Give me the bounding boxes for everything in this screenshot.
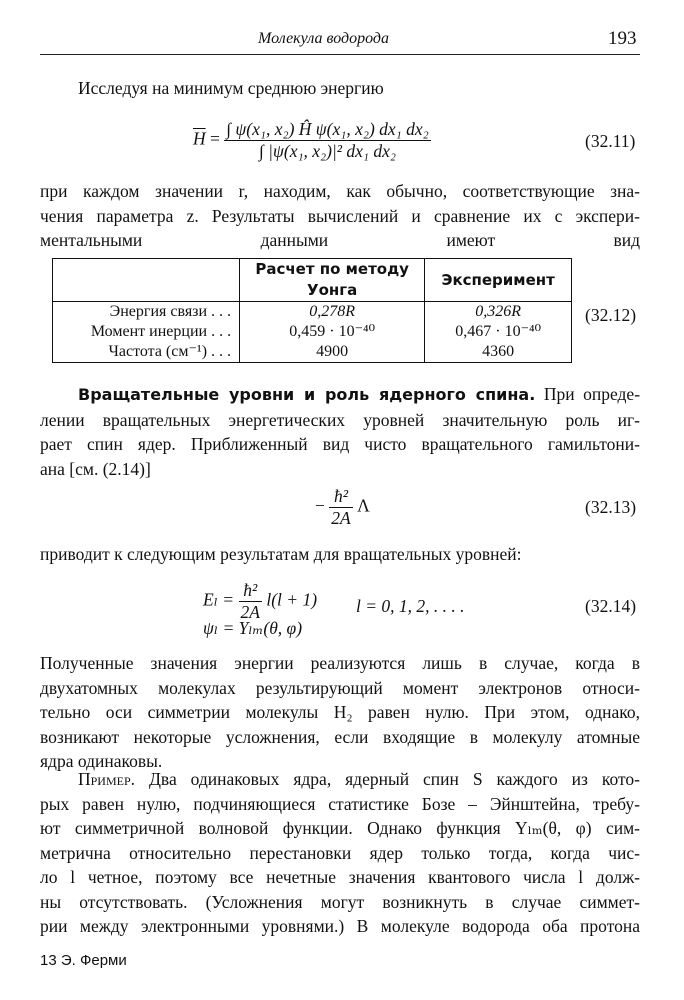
eq-number-32-14: (32.14)	[585, 596, 637, 616]
para-3	[40, 651, 640, 774]
para-line: метрична относительно перестановки ядер только тогда, когда чис-	[40, 842, 640, 863]
eq-fraction	[224, 119, 430, 162]
para-line: при каждом значении r, находим, как обычно, соответствующие зна-	[40, 181, 640, 201]
para-line: ментальными данными имеют вид	[40, 230, 640, 250]
eq-denominator: ∫ |ψ(x₁, x₂)|² dx₁ dx₂	[259, 141, 396, 161]
cell-exp: 0,326R	[425, 302, 572, 323]
para-line: Пример. Два одинаковых ядра, ядерный спин S каждого из кото-	[78, 769, 640, 789]
para-line: рых равен нулю, подчиняющиеся статистике Бозе – Эйнштейна, требу-	[40, 793, 640, 814]
equation-32-14-line-1: Eₗ = $\frac{\text{ħ²}}{2A}$ l(l + 1)	[203, 580, 318, 622]
para-line: лении вращательных энергетических уровней значительную роль иг-	[40, 409, 640, 430]
row-label: Частота (см⁻¹) . . .	[53, 342, 240, 363]
eq-number-32-13: (32.13)	[585, 497, 637, 517]
running-header-title: Молекула водорода	[258, 30, 390, 47]
eq-numerator: ∫ ψ(x₁, x₂) Ĥ ψ(x₁, x₂) dx₁ dx₂	[226, 119, 429, 139]
table-header-exp: Эксперимент	[425, 259, 572, 302]
para-line: рии между электронными уровнями.) В молекуле водорода оба протона	[40, 916, 640, 936]
example-label: Пример.	[78, 769, 136, 789]
para-line: ло l четное, поэтому все нечетные значения квантового числа l долж-	[40, 867, 640, 887]
cell-calc: 0,459 · 10⁻⁴⁰	[240, 322, 425, 342]
para-line: чения параметра z. Результаты вычислений и сравнение их с экспери-	[40, 205, 640, 226]
cell-calc: 0,278R	[240, 302, 425, 323]
results-table	[52, 258, 572, 363]
para-line: ядра одинаковы.	[40, 751, 163, 771]
header-rule	[40, 54, 640, 55]
table-row	[53, 342, 572, 363]
eq-number-32-11: (32.11)	[585, 131, 636, 151]
para-line: ана [см. (2.14)]	[40, 458, 151, 479]
page-number: 193	[608, 28, 637, 49]
cell-exp: 0,467 · 10⁻⁴⁰	[425, 322, 572, 342]
para-line: ют симметричной волновой функции. Однако функция Yₗₘ(θ, φ) сим-	[40, 818, 640, 838]
row-label: Момент инерции . . .	[53, 322, 240, 342]
table-row	[53, 322, 572, 342]
eq-lhs: $\overline{H}$	[193, 128, 206, 149]
example-paragraph	[40, 767, 640, 939]
equation-32-11: $\overline{H}$ = $\frac{\text{∫ ψ(x₁, x₂) Ĥ ψ(x₁, x₂) dx₁ dx₂}}{\text{∫ |ψ(x₁, x₂)|² dx₁ dx₂}}$	[193, 119, 429, 161]
table-row	[53, 302, 572, 323]
eq-number-32-12: (32.12)	[585, 305, 637, 325]
para-line: Вращательные уровни и роль ядерного спина. При опреде-	[78, 384, 641, 404]
para-1	[40, 179, 640, 253]
equation-32-13: − $\frac{\text{ħ²}}{2A}$ Λ	[315, 486, 370, 528]
para-line: Полученные значения энергии реализуются лишь в случае, когда в	[40, 653, 640, 673]
table-header-calc: Расчет по методу Уонга	[240, 259, 425, 302]
para-line: рает спин ядер. Приближенный вид чисто вращательного гамильтони-	[40, 434, 640, 454]
table-header-empty	[53, 259, 240, 302]
para-line: двухатомных молекулах результирующий момент электронов относи-	[40, 677, 640, 698]
section-paragraph	[40, 382, 640, 481]
para-line: тельно оси симметрии молекулы H₂ равен нулю. При этом, однако,	[40, 702, 640, 722]
para-line: возникают некоторые усложнения, если входящие в молекулу атомные	[40, 726, 640, 747]
cell-exp: 4360	[425, 342, 572, 363]
equation-32-14-line-2: ψₗ = Yₗₘ(θ, φ)	[203, 618, 303, 638]
footer-signature: 13 Э. Ферми	[40, 952, 127, 969]
para-line: ны отсутствовать. (Усложнения могут возникнуть в случае симмет-	[40, 891, 640, 912]
eq-condition: l = 0, 1, 2, . . . .	[356, 596, 465, 616]
para-2: приводит к следующим результатам для вращательных уровней:	[40, 544, 522, 564]
cell-calc: 4900	[240, 342, 425, 363]
section-heading: Вращательные уровни и роль ядерного спина.	[78, 385, 536, 404]
intro-text: Исследуя на минимум среднюю энергию	[78, 78, 384, 98]
row-label: Энергия связи . . .	[53, 302, 240, 323]
